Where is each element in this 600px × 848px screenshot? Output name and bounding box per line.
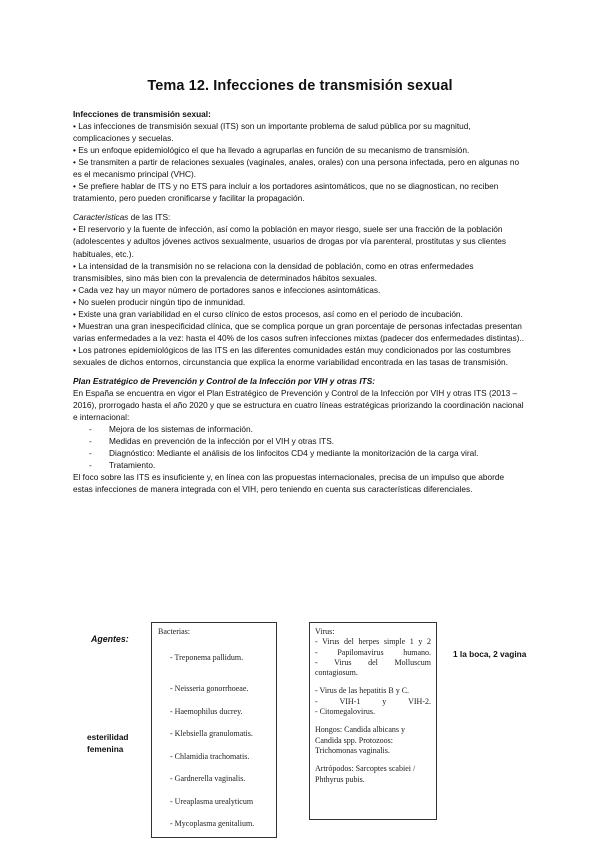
bullet-paragraph: • Cada vez hay un mayor número de portadores sanos e infecciones asintomáticas. [73,284,381,295]
section-heading-caracteristicas [73,211,525,223]
list-item: - Tratamiento. [73,459,525,471]
section-heading-its: Infecciones de transmisión sexual: [73,109,211,119]
page-title: Tema 12. Infecciones de transmisión sexual [147,78,453,94]
bacteria-item: - Chlamidia trachomatis. [170,752,250,761]
bullet-paragraph: • Se transmiten a partir de relaciones sexuales (vaginales, anales, orales) con una persona infectada, pero en algunas no es el mecanismo principal (VHC). [73,157,520,180]
side-note: 1 la boca, 2 vagina [453,649,527,659]
bullet-paragraph: • Las infecciones de transmisión sexual (ITS) son un importante problema de salud pública por su magnitud, complicaciones y secuelas. [73,121,471,144]
bullet-paragraph: • Se prefiere hablar de ITS y no ETS para incluir a los portadores asintomáticos, que no se diagnostican, no reciben tratamiento, pero pueden cronificarse y facilitar la propagación. [73,181,499,204]
esterilidad-note: esterilidad femenina [87,732,129,755]
bullet-paragraph: • Los patrones epidemiológicos de las ITS en las diferentes comunidades están muy condicionados por las costumbres sexuales de dichos entornos, circunstancia que explica la enorme variabilidad encontrada en las tasas de transmisión. [73,344,511,367]
bullet-paragraph: • La intensidad de la transmisión no se relaciona con la densidad de población, como en otras enfermedades transmisibles, sino más bien con la prevalencia de determinados hábitos sexuales. [73,260,474,283]
section-plan-estrategico [73,375,525,495]
virus-heading: Virus: [315,627,335,636]
bacteria-item: - Klebsiella granulomatis. [170,729,253,738]
bullet-paragraph: • Existe una gran variabilidad en el curso clínico de estos procesos, así como en el periodo de incubación. [73,308,463,319]
bullet-paragraph: • Es un enfoque epidemiológico el que ha llevado a agruparlas en función de su mecanismo de transmisión. [73,145,470,156]
virus-item: - Papilomavirus humano. [315,647,431,657]
virus-content [310,623,436,785]
plan-intro: En España se encuentra en vigor el Plan Estratégico de Prevención y Control de la Infección por VIH y otras ITS (2013 – 2016), prorrogado hasta el año 2020 y que se estructura en cuatro líneas estratégicas priorizando la coordinación nacional e internacional: [73,388,524,423]
list-item: - Diagnóstico: Mediante el análisis de los linfocitos CD4 y mediante la monitorización de la carga viral. [73,447,525,459]
section-heading-plan: Plan Estratégico de Prevención y Control de la Infección por VIH y otras ITS: [73,375,375,386]
list-item: - Mejora de los sistemas de información. [73,423,525,435]
bacteria-item: - Gardnerella vaginalis. [170,774,246,783]
hongos-protozoos: Hongos: Candida albicans y Candida spp. Protozoos: Trichomonas vaginalis. [315,725,405,755]
bacteria-item: - Neisseria gonorrhoeae. [170,684,249,693]
bacterias-box [151,622,277,838]
bacteria-item: - Haemophilus ducrey. [170,707,243,716]
artropodos: Artrópodos: Sarcoptes scabiei / Phthyrus pubis. [315,764,416,784]
bullet-paragraph: • No suelen producir ningún tipo de inmunidad. [73,296,246,307]
bullet-paragraph: • El reservorio y la fuente de infección, así como la población en mayor riesgo, suele ser una fracción de la población (adolescentes y adultos jóvenes activos sexualmente, usuarios de drogas por vía parenteral, prostitutas y sus clientes habituales, etc.). [73,224,507,259]
list-item: - Medidas en prevención de la infección por el VIH y otras ITS. [73,435,525,447]
bullet-paragraph: • Muestran una gran inespecificidad clínica, que se complica porque un gran porcentaje de personas infectadas presentan varias enfermedades a la vez: hasta el 40% de los casos sufren infecciones mixtas (padecer dos enfermedades distintas).. [73,320,525,343]
bacteria-item: - Mycoplasma genitalium. [170,819,255,828]
plan-closing: El foco sobre las ITS es insuficiente y, en línea con las propuestas internacionales, precisa de un impulso que aborde estas infecciones de manera integrada con el VIH, pero teniendo en cuenta sus características diferenciales. [73,472,505,495]
bacteria-item: - Ureaplasma urealyticum [170,797,254,806]
virus-box [309,622,437,820]
heading-italic-part: Características [73,212,129,223]
heading-rest-part: de las ITS: [128,212,171,223]
virus-item: - Virus del herpes simple 1 y 2 [315,637,431,647]
virus-item: - Citomegalovirus. [315,707,375,717]
bacteria-item: - Treponema pallidum. [170,653,244,662]
virus-item: - VIH-1 y VIH-2. [315,696,431,706]
section-caracteristicas [73,211,525,368]
plan-lines-list [73,423,525,471]
virus-item: - Virus de las hepatitis B y C. [315,686,410,696]
agentes-label: Agentes: [91,634,129,644]
virus-item: - Virus del Molluscum contagiosum. [315,657,431,678]
bacterias-heading: Bacterias: [158,627,190,636]
document-body [73,108,525,495]
